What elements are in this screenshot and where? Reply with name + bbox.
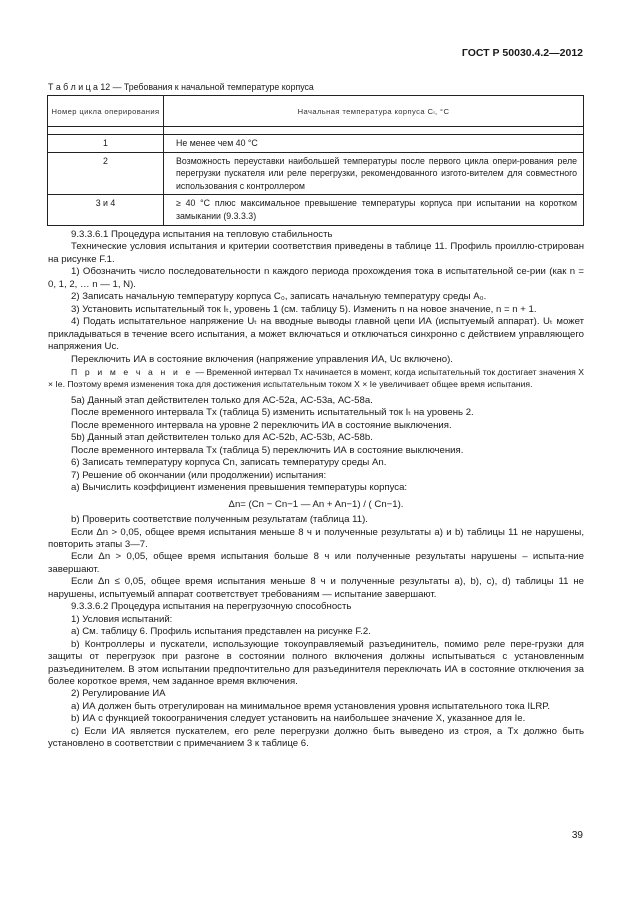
paragraph: Технические условия испытания и критерии соответствия приведены в таблице 11. Профиль проиллю-стрирован на рисунке F.1. [48,241,584,265]
paragraph: 5a) Данный этап действителен только для АС-52а, АС-53а, АС-58а. [71,394,373,406]
paragraph: 2) Записать начальную температуру корпуса C₀, записать начальную температуру среды A₀. [71,291,487,303]
header-initial-temperature: Начальная температура корпуса Cₗ, °C [164,96,584,127]
paragraph: 1) Условия испытаний: [71,613,173,625]
cell-temperature: Возможность переуставки наибольшей температуры после первого цикла опери-рования реле перегрузки пускателя или реле перегрузки, рекомендованного изгото-вителем для совместного использования с контроллером [164,152,584,195]
page-number: 39 [571,830,583,841]
cell-temperature: ≥ 40 °C плюс максимальное превышение температуры корпуса при испытании на коротком замыкании (9.3.3.3) [164,195,584,225]
table-spacer-row [48,127,584,135]
paragraph: 3) Установить испытательный ток Iₜ, уровень 1 (см. таблицу 5). Изменить n на новое значение, n = n + 1. [71,303,537,315]
note-text: — Временной интервал Tx начинается в момент, когда испытательный ток достигает значения X × Ie. Поэтому время изменения тока для достижения испытательным током X × Ie увеличивает общее время испытания. [48,366,584,389]
paragraph: 6) Записать температуру корпуса Cn, записать температуру среды An. [71,457,387,469]
paragraph: c) Если ИА является пускателем, его реле перегрузки должно быть выведено из строя, а Tx должно быть установлено в соответствии с примечанием 3 к таблице 6. [48,725,584,750]
paragraph: Если Δn > 0,05, общее время испытания меньше 8 ч и полученные результаты а) и b) таблицы 11 не нарушены, повторить этапы 3—7. [48,526,584,550]
paragraph: а) ИА должен быть отрегулирован на минимальное время установления уровня испытательного тока ILRP. [71,700,551,712]
section-heading: 9.3.3.6.1 Процедура испытания на тепловую стабильность [71,229,333,240]
note-label: П р и м е ч а н и е [71,366,193,377]
table-header-row [48,96,584,127]
paragraph: 1) Обозначить число последовательности n каждого периода прохождения тока в испытательной се-рии (как n = 0, 1, 2, … n — 1, N). [48,266,584,290]
cell-cycle: 1 [48,135,164,153]
document-standard-header: ГОСТ Р 50030.4.2—2012 [461,47,583,59]
paragraph: Если Δn > 0,05, общее время испытания больше 8 ч или полученные результаты нарушены – испыта-ние завершают. [48,551,584,575]
section-heading: 9.3.3.6.2 Процедура испытания на перегрузочную способность [71,601,352,613]
cell-cycle: 3 и 4 [48,195,164,225]
paragraph: а) См. таблицу 6. Профиль испытания представлен на рисунке F.2. [71,626,371,638]
paragraph: b) Проверить соответствие полученным результатам (таблица 11). [71,514,368,526]
cell-temperature: Не менее чем 40 °C [164,135,584,153]
paragraph: 4) Подать испытательное напряжение Uₜ на вводные выводы главной цепи ИА (испытуемый аппарат). Uₜ может прикладываться в течение всего испытания, а может включаться и отключаться синхронно с действием управляющего напряжения Uc. [48,316,584,353]
table-row [48,135,584,153]
paragraph: После временного интервала Tx (таблица 5) переключить ИА в состояние выключения. [71,444,464,456]
paragraph: 7) Решение об окончании (или продолжении) испытания: [71,469,327,481]
temperature-table [47,95,584,226]
table-row [48,195,584,225]
paragraph: 5b) Данный этап действителен только для АС-52b, АС-53b, АС-58b. [71,432,373,444]
table-caption: Т а б л и ц а 12 — Требования к начальной температуре корпуса [48,82,314,92]
header-cycle-number: Номер цикла оперирования [48,96,164,127]
table-row [48,152,584,195]
paragraph: b) Контроллеры и пускатели, использующие токоуправляемый разъединитель, помимо реле пере-грузки для защиты от перегрузок при разгоне в состоянии полного включения должны испытываться с установленным разъединителем. В этом испытании предпочтительно для разъединителя переключать ИА в состояние отключения за более короткое время, чем заданное время включения. [48,638,584,687]
paragraph: После временного интервала Tx (таблица 5) изменить испытательный ток Iₜ на уровень 2. [71,407,474,419]
paragraph: Если Δn ≤ 0,05, общее время испытания меньше 8 ч и полученные результаты а), b), c), d) таблицы 11 не нарушены, испытуемый аппарат соответствует требованиям — испытание завершают. [48,576,584,600]
formula: Δn= (Cn − Cn−1 — An + An−1) / ( Cn−1). [228,498,404,510]
paragraph: Переключить ИА в состояние включения (напряжение управления ИА, Uc включено). [71,353,453,365]
paragraph: После временного интервала на уровне 2 переключить ИА в состояние выключения. [71,419,452,431]
cell-cycle: 2 [48,152,164,195]
paragraph: а) Вычислить коэффициент изменения превышения температуры корпуса: [71,482,408,494]
paragraph: 2) Регулирование ИА [71,688,166,700]
document-body [48,229,584,751]
note [48,366,584,390]
paragraph: b) ИА с функцией токоограничения следует установить на наибольшее значение X, указанное для Ie. [71,713,526,725]
